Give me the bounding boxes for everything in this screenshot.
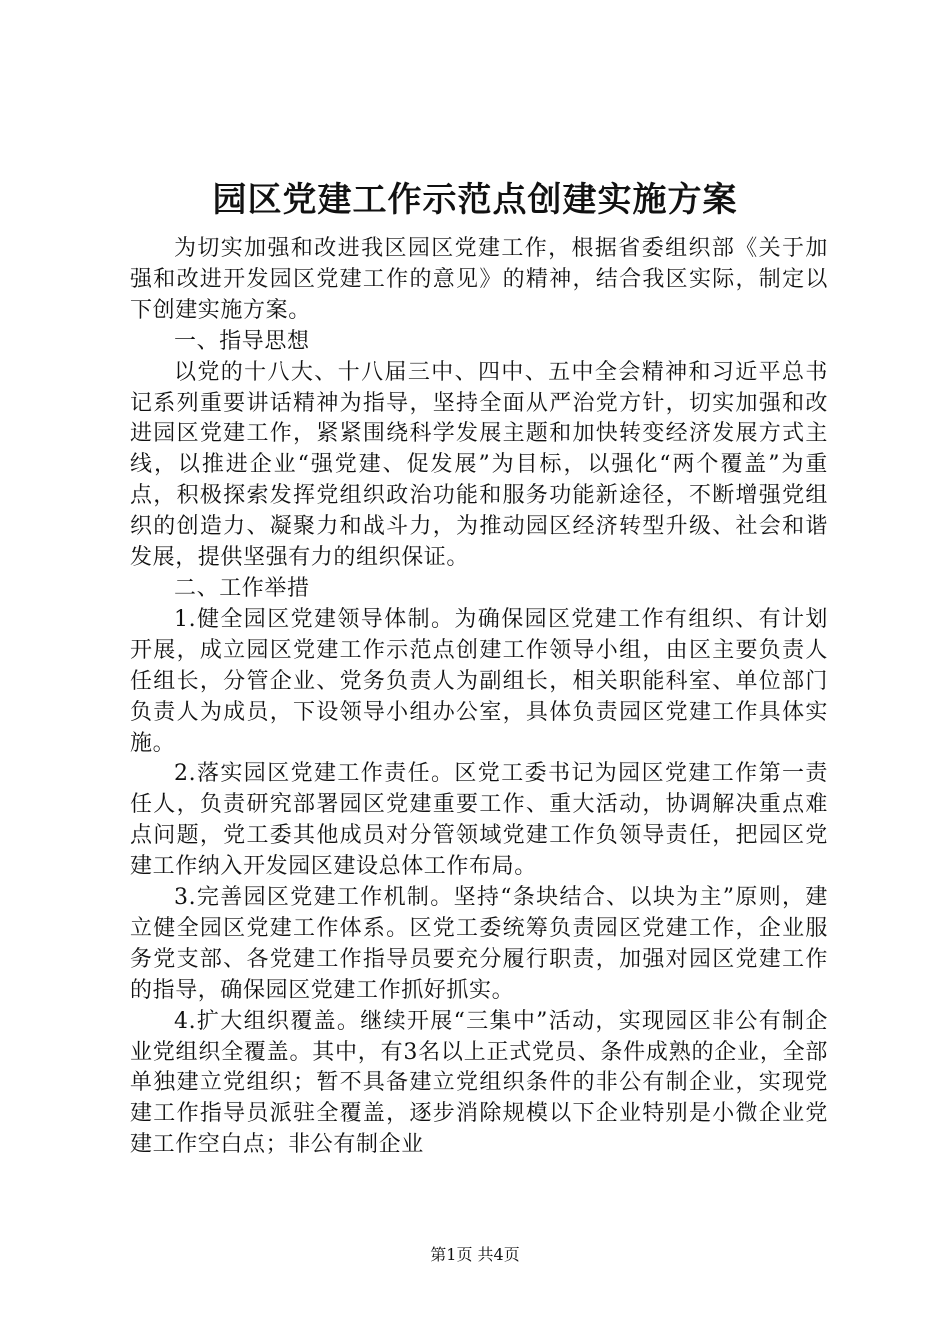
document-title: 园区党建工作示范点创建实施方案 xyxy=(212,180,738,220)
intro-paragraph: 为切实加强和改进我区园区党建工作，根据省委组织部《关于加强和改进开发园区党建工作的意见》的精神，结合我区实际，制定以下创建实施方案。 xyxy=(130,236,828,323)
measure-2-paragraph: 2.落实园区党建工作责任。区党工委书记为园区党建工作第一责任人，负责研究部署园区党建重要工作、重大活动，协调解决重点难点问题，党工委其他成员对分管领域党建工作负领导责任，把园区党建工作纳入开发园区建设总体工作布局。 xyxy=(130,761,828,880)
measure-1-paragraph: 1.健全园区党建领导体制。为确保园区党建工作有组织、有计划开展，成立园区党建工作示范点创建工作领导小组，由区主要负责人任组长，分管企业、党务负责人为副组长，相关职能科室、单位部门负责人为成员，下设领导小组办公室，具体负责园区党建工作具体实施。 xyxy=(130,606,828,756)
section-heading-work-measures: 二、工作举措 xyxy=(174,575,310,601)
document-body xyxy=(130,234,828,1161)
page-number-footer: 第1页 共4页 xyxy=(430,1245,520,1264)
guiding-ideology-paragraph: 以党的十八大、十八届三中、四中、五中全会精神和习近平总书记系列重要讲话精神为指导，坚持全面从严治党方针，切实加强和改进园区党建工作，紧紧围绕科学发展主题和加快转变经济发展方式主线，以推进企业“强党建、促发展”为目标，以强化“两个覆盖”为重点，积极探索发挥党组织政治功能和服务功能新途径，不断增强党组织的创造力、凝聚力和战斗力，为推动园区经济转型升级、社会和谐发展，提供坚强有力的组织保证。 xyxy=(130,359,828,571)
section-heading-guiding-ideology: 一、指导思想 xyxy=(174,328,310,354)
measure-3-paragraph: 3.完善园区党建工作机制。坚持“条块结合、以块为主”原则，建立健全园区党建工作体系。区党工委统筹负责园区党建工作，企业服务党支部、各党建工作指导员要充分履行职责，加强对园区党建工作的指导，确保园区党建工作抓好抓实。 xyxy=(130,885,828,1003)
measure-4-paragraph: 4.扩大组织覆盖。继续开展“三集中”活动，实现园区非公有制企业党组织全覆盖。其中，有3名以上正式党员、条件成熟的企业，全部单独建立党组织；暂不具备建立党组织条件的非公有制企业，实现党建工作指导员派驻全覆盖，逐步消除规模以下企业特别是小微企业党建工作空白点；非公有制企业 xyxy=(130,1008,828,1158)
